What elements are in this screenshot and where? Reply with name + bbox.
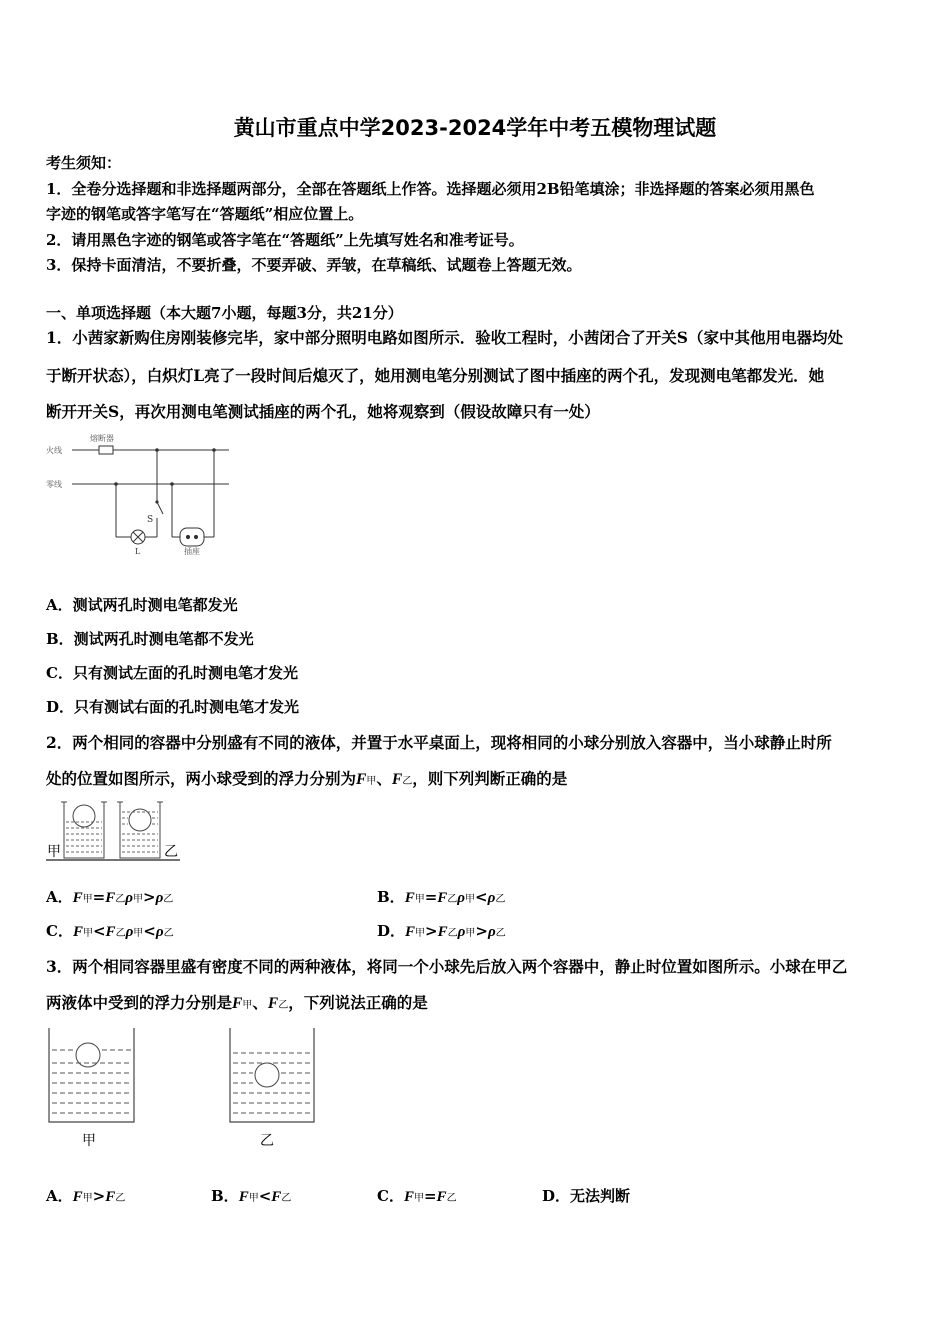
q2-fig-label-right: 乙 [164,844,178,860]
switch-label: S [147,515,154,525]
notice-item-1-cont: 字迹的钢笔或答字笔写在“答题纸”相应位置上。 [46,205,364,223]
section-heading: 一、单项选择题（本大题7小题，每题3分，共21分） [46,304,403,322]
live-wire-label: 火线 [46,446,62,455]
q2-option-b[interactable]: B．F甲=F乙ρ甲<ρ乙 [377,888,506,906]
q3-option-a[interactable]: A．F甲>F乙 [46,1187,126,1205]
q2-option-a[interactable]: A．F甲=F乙ρ甲>ρ乙 [46,888,174,906]
q3-option-d[interactable]: D．无法判断 [542,1187,631,1205]
q3-option-c[interactable]: C．F甲=F乙 [377,1187,457,1205]
q3-option-b[interactable]: B．F甲<F乙 [211,1187,292,1205]
q1-option-c[interactable]: C．只有测试左面的孔时测电笔才发光 [46,664,298,682]
q3-text-line2: 两液体中受到的浮力分别是F甲、F乙，下列说法正确的是 [46,993,428,1012]
q1-text-line1: 1．小茜家新购住房刚装修完毕，家中部分照明电路如图所示．验收工程时，小茜闭合了开关S（家中其他用电器均处 [46,328,843,347]
q1-option-d[interactable]: D．只有测试右面的孔时测电笔才发光 [46,698,300,716]
neutral-wire-label: 零线 [46,480,62,489]
q2-text-line1: 2．两个相同的容器中分别盛有不同的液体，并置于水平桌面上，现将相同的小球分别放入容器中，当小球静止时所 [46,733,832,752]
notice-item-1: 1．全卷分选择题和非选择题两部分，全部在答题纸上作答。选择题必须用2B铅笔填涂；非选择题的答案必须用黑色 [46,180,815,198]
fuse-label: 熔断器 [90,434,114,443]
q2-containers-figure [44,796,184,866]
q1-text-line3: 断开开关S，再次用测电笔测试插座的两个孔，她将观察到（假设故障只有一处） [46,402,600,421]
q1-option-b[interactable]: B．测试两孔时测电笔都不发光 [46,630,254,648]
q1-text-line2: 于断开状态），白炽灯L亮了一段时间后熄灭了，她用测电笔分别测试了图中插座的两个孔，发现测电笔都发光．她 [46,366,825,385]
lamp-label: L [135,547,141,556]
q3-fig-label-left: 甲 [82,1133,96,1149]
q2-option-c[interactable]: C．F甲<F乙ρ甲<ρ乙 [46,922,174,940]
q2-option-d[interactable]: D．F甲>F乙ρ甲>ρ乙 [377,922,506,940]
q3-containers-figure [44,1026,324,1156]
q3-text-line1: 3．两个相同容器里盛有密度不同的两种液体，将同一个小球先后放入两个容器中，静止时位置如图所示。小球在甲乙 [46,957,848,976]
q3-fig-label-right: 乙 [260,1133,274,1149]
q2-text-line2: 处的位置如图所示，两小球受到的浮力分别为F甲、F乙，则下列判断正确的是 [46,769,568,788]
notice-item-3: 3．保持卡面清洁，不要折叠，不要弄破、弄皱，在草稿纸、试题卷上答题无效。 [46,256,582,274]
socket-label: 插座 [184,547,200,556]
switch-s [157,502,163,514]
notice-item-2: 2．请用黑色字迹的钢笔或答字笔在“答题纸”上先填写姓名和准考证号。 [46,231,524,249]
page-title: 黄山市重点中学2023-2024学年中考五模物理试题 [233,116,717,140]
q1-circuit-diagram [44,432,244,562]
notice-heading: 考生须知： [46,154,122,172]
q1-option-a[interactable]: A．测试两孔时测电笔都发光 [46,596,238,614]
q2-fig-label-left: 甲 [47,844,61,860]
q3-ball-right [255,1063,279,1087]
